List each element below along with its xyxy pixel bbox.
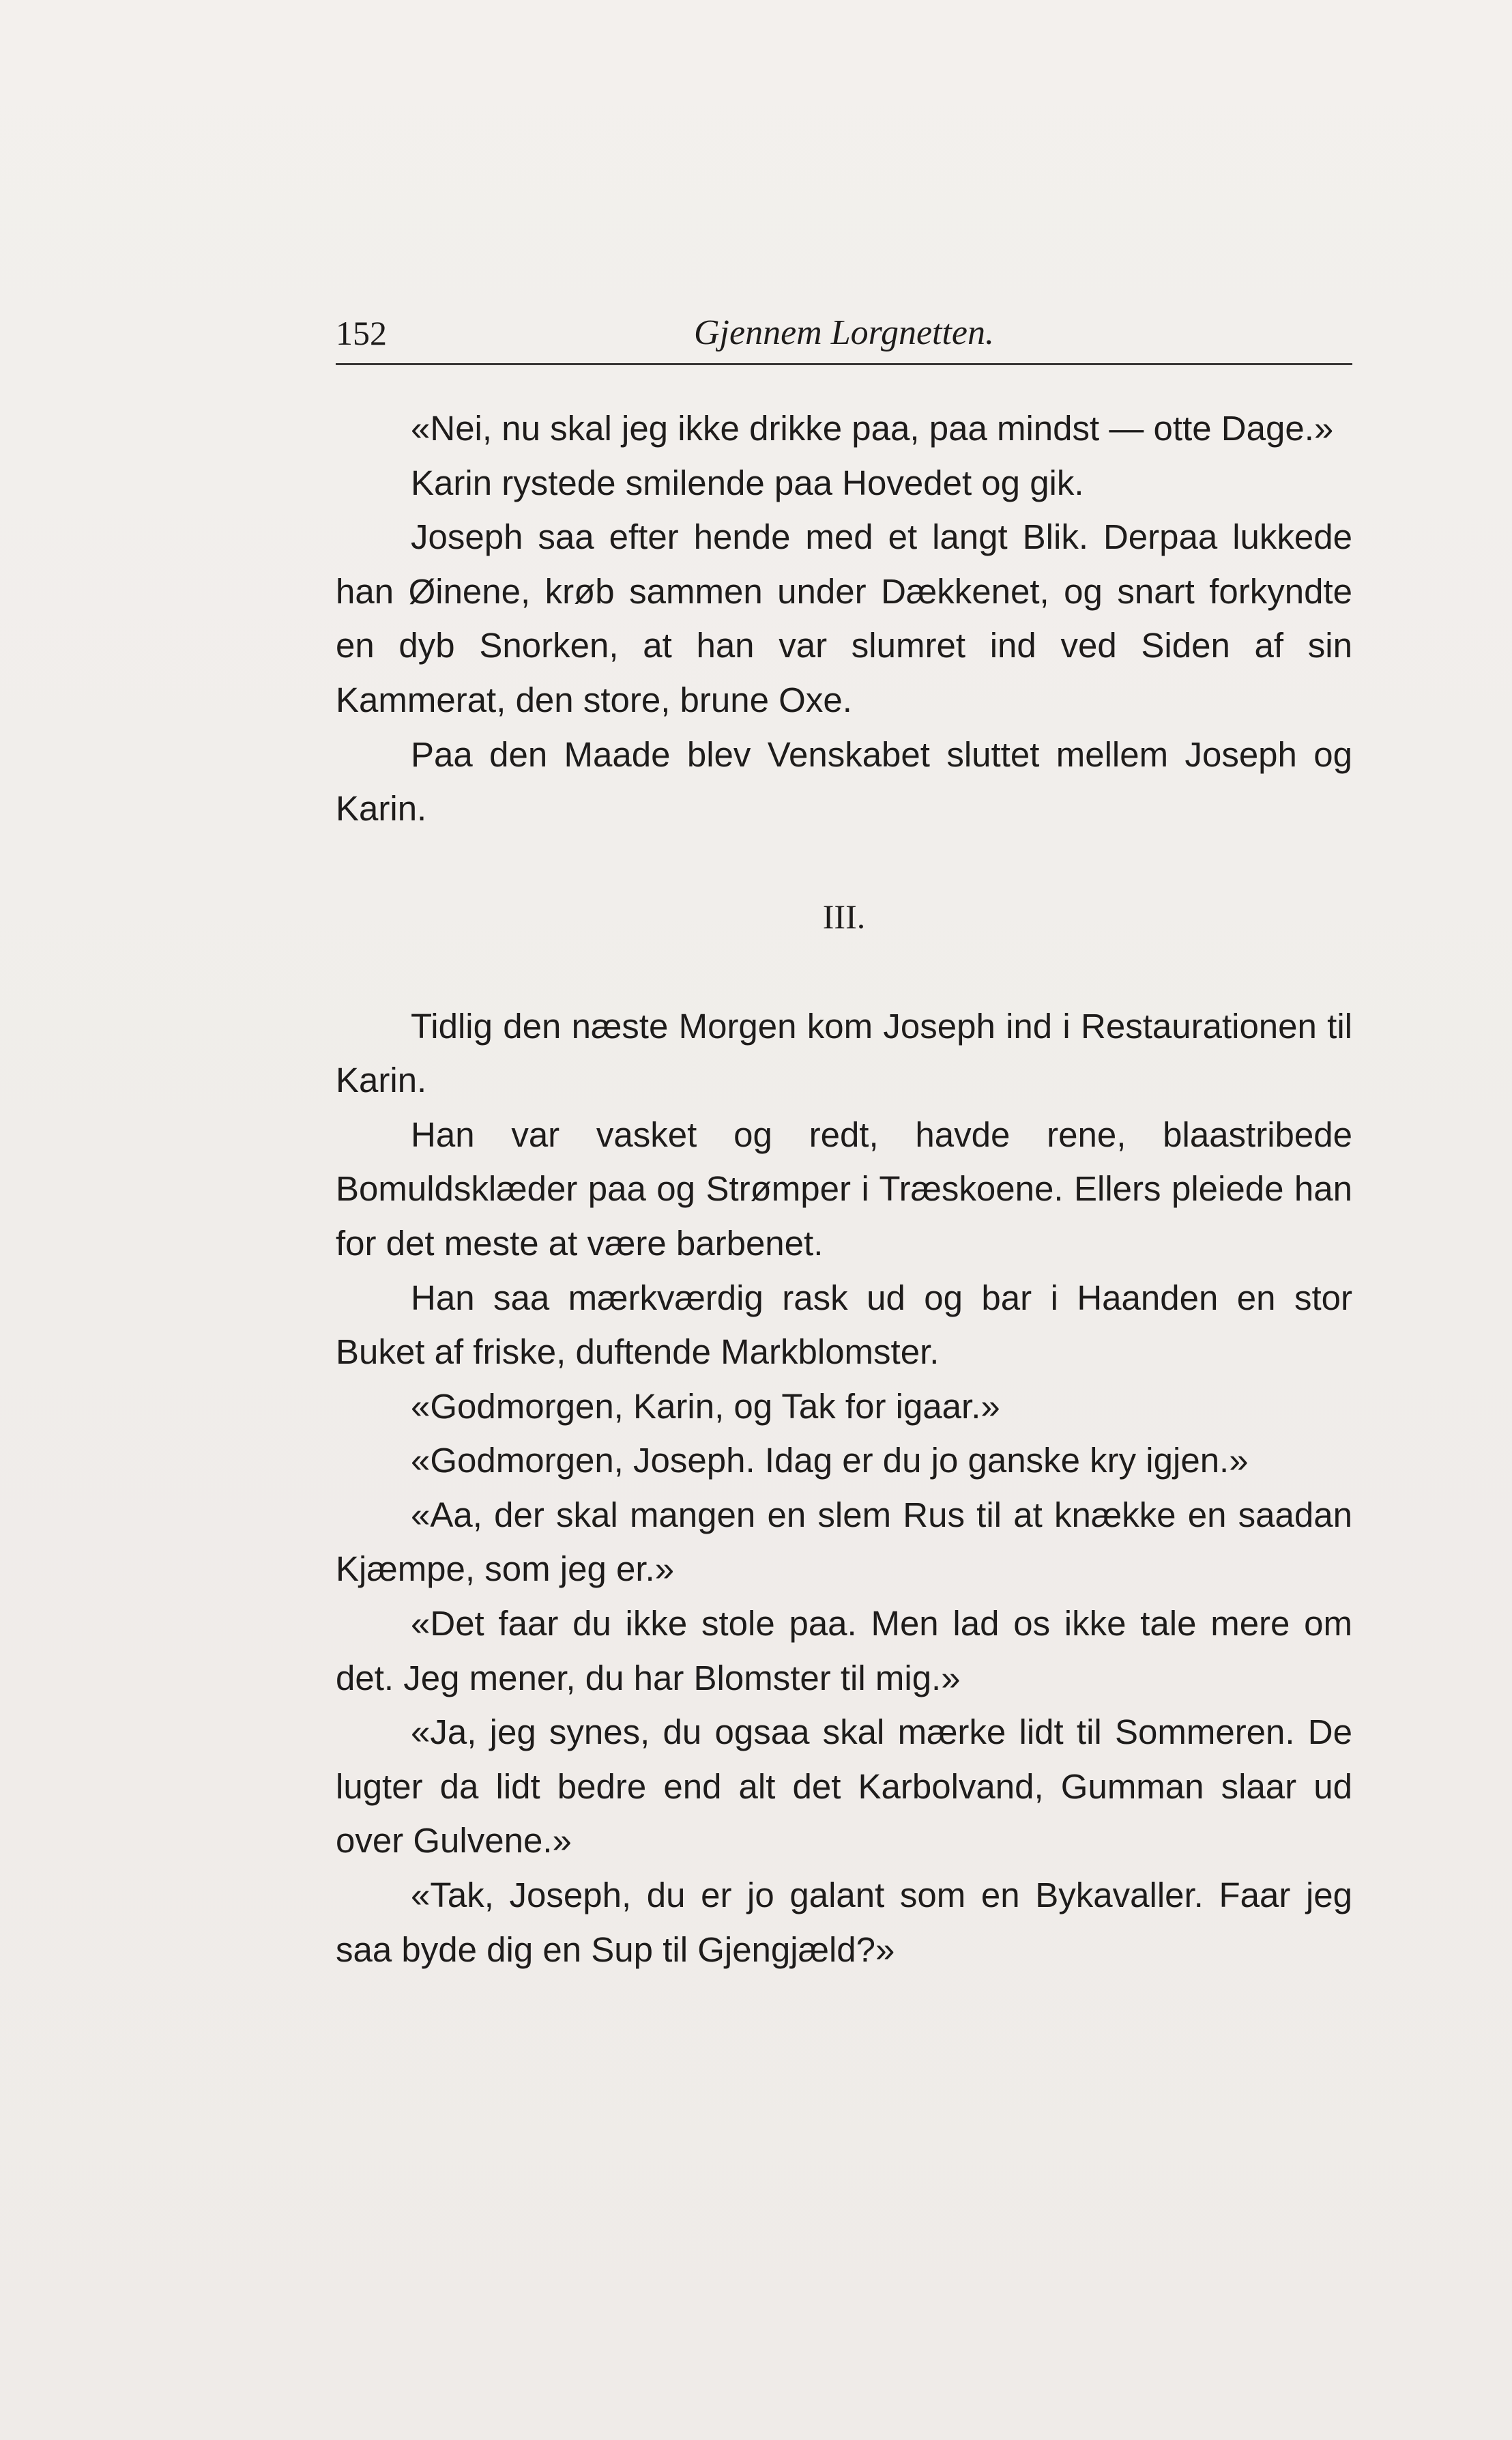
- paragraph: Han saa mærkværdig rask ud og bar i Haanden en stor Buket af friske, duftende Markblomster.: [336, 1278, 1352, 1372]
- paragraph: «Godmorgen, Joseph. Idag er du jo ganske kry igjen.»: [411, 1441, 1249, 1480]
- paragraph: «Godmorgen, Karin, og Tak for igaar.»: [411, 1386, 1000, 1426]
- section-heading: [336, 836, 1352, 999]
- paragraph: «Aa, der skal mangen en slem Rus til at knække en saadan Kjæmpe, som jeg er.»: [336, 1495, 1352, 1589]
- page-header: [336, 308, 1352, 365]
- paragraph: Han var vasket og redt, havde rene, blaastribede Bomuldsklæder paa og Strømper i Træskoene. Ellers pleiede han for det meste at være barbenet.: [336, 1115, 1352, 1263]
- paragraph: Tidlig den næste Morgen kom Joseph ind i Restaurationen til Karin.: [336, 1006, 1352, 1100]
- running-title: Gjennem Lorgnetten.: [694, 313, 994, 352]
- paragraph: «Nei, nu skal jeg ikke drikke paa, paa mindst — otte Dage.»: [411, 409, 1334, 448]
- paragraph: «Ja, jeg synes, du ogsaa skal mærke lidt til Sommeren. De lugter da lidt bedre end alt det Karbolvand, Gumman slaar ud over Gulvene.»: [336, 1712, 1352, 1861]
- section-heading-label: III.: [822, 898, 866, 936]
- page-number: 152: [336, 314, 387, 352]
- paragraph: «Det faar du ikke stole paa. Men lad os ikke tale mere om det. Jeg mener, du har Blomster til mig.»: [336, 1604, 1352, 1697]
- body-text: [336, 401, 1352, 1977]
- paragraph: Joseph saa efter hende med et langt Blik. Derpaa lukkede han Øinene, krøb sammen under Dækkenet, og snart forkyndte en dyb Snorken, at han var slumret ind ved Siden af sin Kammerat, den store, brune Oxe.: [336, 517, 1352, 719]
- paragraph: Paa den Maade blev Venskabet sluttet mellem Joseph og Karin.: [336, 734, 1352, 829]
- paragraph: Karin rystede smilende paa Hovedet og gik.: [411, 463, 1084, 502]
- paragraph: «Tak, Joseph, du er jo galant som en Bykavaller. Faar jeg saa byde dig en Sup til Gjengjæld?»: [336, 1876, 1352, 1969]
